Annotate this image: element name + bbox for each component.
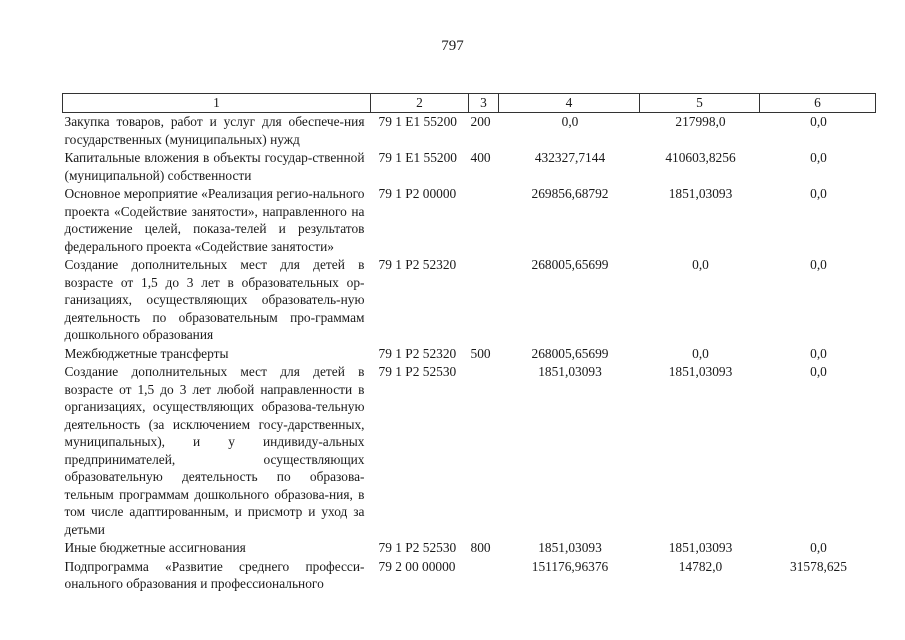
row-value-5: 0,0 <box>692 257 709 272</box>
table-row <box>63 256 876 345</box>
row-value-6: 0,0 <box>810 150 827 165</box>
header-col-3: 3 <box>469 94 499 113</box>
row-value-4: 432327,7144 <box>534 150 606 165</box>
page-number: 797 <box>441 38 464 54</box>
row-value-4: 269856,68792 <box>531 186 609 201</box>
row-name: Создание дополнительных мест для детей в возрасте от 1,5 до 3 лет любой направленности в организациях, осуществляющих образова-тельную деятельность (за исключением госу-дарственных, муниципальных), и у индивиду-альных предпринимателей, осуществляющих образовательную деятельность по образова-тельным программам дошкольного образова-ния, в том числе адаптированным, и присмотр и уход за детьми <box>64 364 365 537</box>
header-col-2: 2 <box>371 94 469 113</box>
row-vr <box>469 363 499 539</box>
row-value-6: 0,0 <box>810 186 827 201</box>
row-vr: 200 <box>470 114 491 129</box>
row-vr: 500 <box>470 345 491 361</box>
row-name: Капитальные вложения в объекты государ-ственной (муниципальной) собственности <box>64 150 365 183</box>
row-code: 79 1 E1 55200 <box>378 150 457 165</box>
row-vr <box>469 558 499 593</box>
row-code: 79 1 P2 52320 <box>378 257 457 272</box>
row-value-5: 14782,0 <box>678 558 723 574</box>
row-name: Закупка товаров, работ и услуг для обеспече-ния государственных (муниципальных) нужд <box>64 114 365 147</box>
row-name: Иные бюджетные ассигнования <box>64 540 246 555</box>
table-row <box>63 363 876 539</box>
table-row <box>63 185 876 256</box>
row-value-4: 0,0 <box>561 114 579 129</box>
row-value-5: 0,0 <box>692 345 709 361</box>
row-value-5: 217998,0 <box>675 114 726 129</box>
row-value-5: 1851,03093 <box>668 540 733 555</box>
row-value-4: 1851,03093 <box>538 364 602 379</box>
table-row <box>63 539 876 558</box>
row-vr <box>469 185 499 256</box>
table-row <box>63 345 876 364</box>
table-row <box>63 113 876 150</box>
row-value-6: 0,0 <box>810 345 827 361</box>
row-value-6: 0,0 <box>810 257 827 272</box>
row-value-6: 0,0 <box>810 114 827 129</box>
row-value-4: 151176,96376 <box>531 558 609 574</box>
row-name: Подпрограмма «Развитие среднего професси-онального образования и профессионального <box>64 558 365 591</box>
row-code: 79 1 P2 52530 <box>378 364 457 379</box>
row-value-5: 1851,03093 <box>668 186 733 201</box>
row-value-6: 0,0 <box>810 364 827 379</box>
row-code: 79 1 E1 55200 <box>378 114 457 129</box>
row-name: Межбюджетные трансферты <box>64 345 229 361</box>
row-code: 79 1 P2 52530 <box>378 540 457 555</box>
header-col-5: 5 <box>640 94 760 113</box>
row-value-4: 1851,03093 <box>538 540 602 555</box>
budget-table <box>62 93 876 593</box>
header-col-4: 4 <box>499 94 640 113</box>
row-value-5: 410603,8256 <box>665 150 736 165</box>
row-code: 79 1 P2 00000 <box>378 186 457 201</box>
table-row <box>63 149 876 185</box>
header-col-1: 1 <box>63 94 371 113</box>
row-value-6: 31578,625 <box>790 558 847 574</box>
row-code: 79 1 P2 52320 <box>378 345 457 361</box>
row-vr: 800 <box>470 540 491 555</box>
row-value-4: 268005,65699 <box>531 257 609 272</box>
table-body <box>63 113 876 593</box>
row-value-4: 268005,65699 <box>531 345 609 361</box>
row-vr: 400 <box>470 150 491 165</box>
row-name: Создание дополнительных мест для детей в возрасте от 1,5 до 3 лет в образовательных ор-ганизациях, осуществляющих образователь-ную деятельность по образовательным про-граммам дошкольного образования <box>64 257 365 342</box>
table-header <box>63 94 876 113</box>
row-value-6: 0,0 <box>810 540 827 555</box>
row-value-5: 1851,03093 <box>668 364 733 379</box>
header-col-6: 6 <box>760 94 876 113</box>
row-code: 79 2 00 00000 <box>378 558 456 574</box>
row-vr <box>469 256 499 345</box>
table-row <box>63 558 876 593</box>
header-row <box>63 94 876 113</box>
row-name: Основное мероприятие «Реализация регио-нального проекта «Содействие занятости», направленного на достижение целей, показа-телей и результатов федерального проекта «Содействие занятости» <box>64 186 365 254</box>
